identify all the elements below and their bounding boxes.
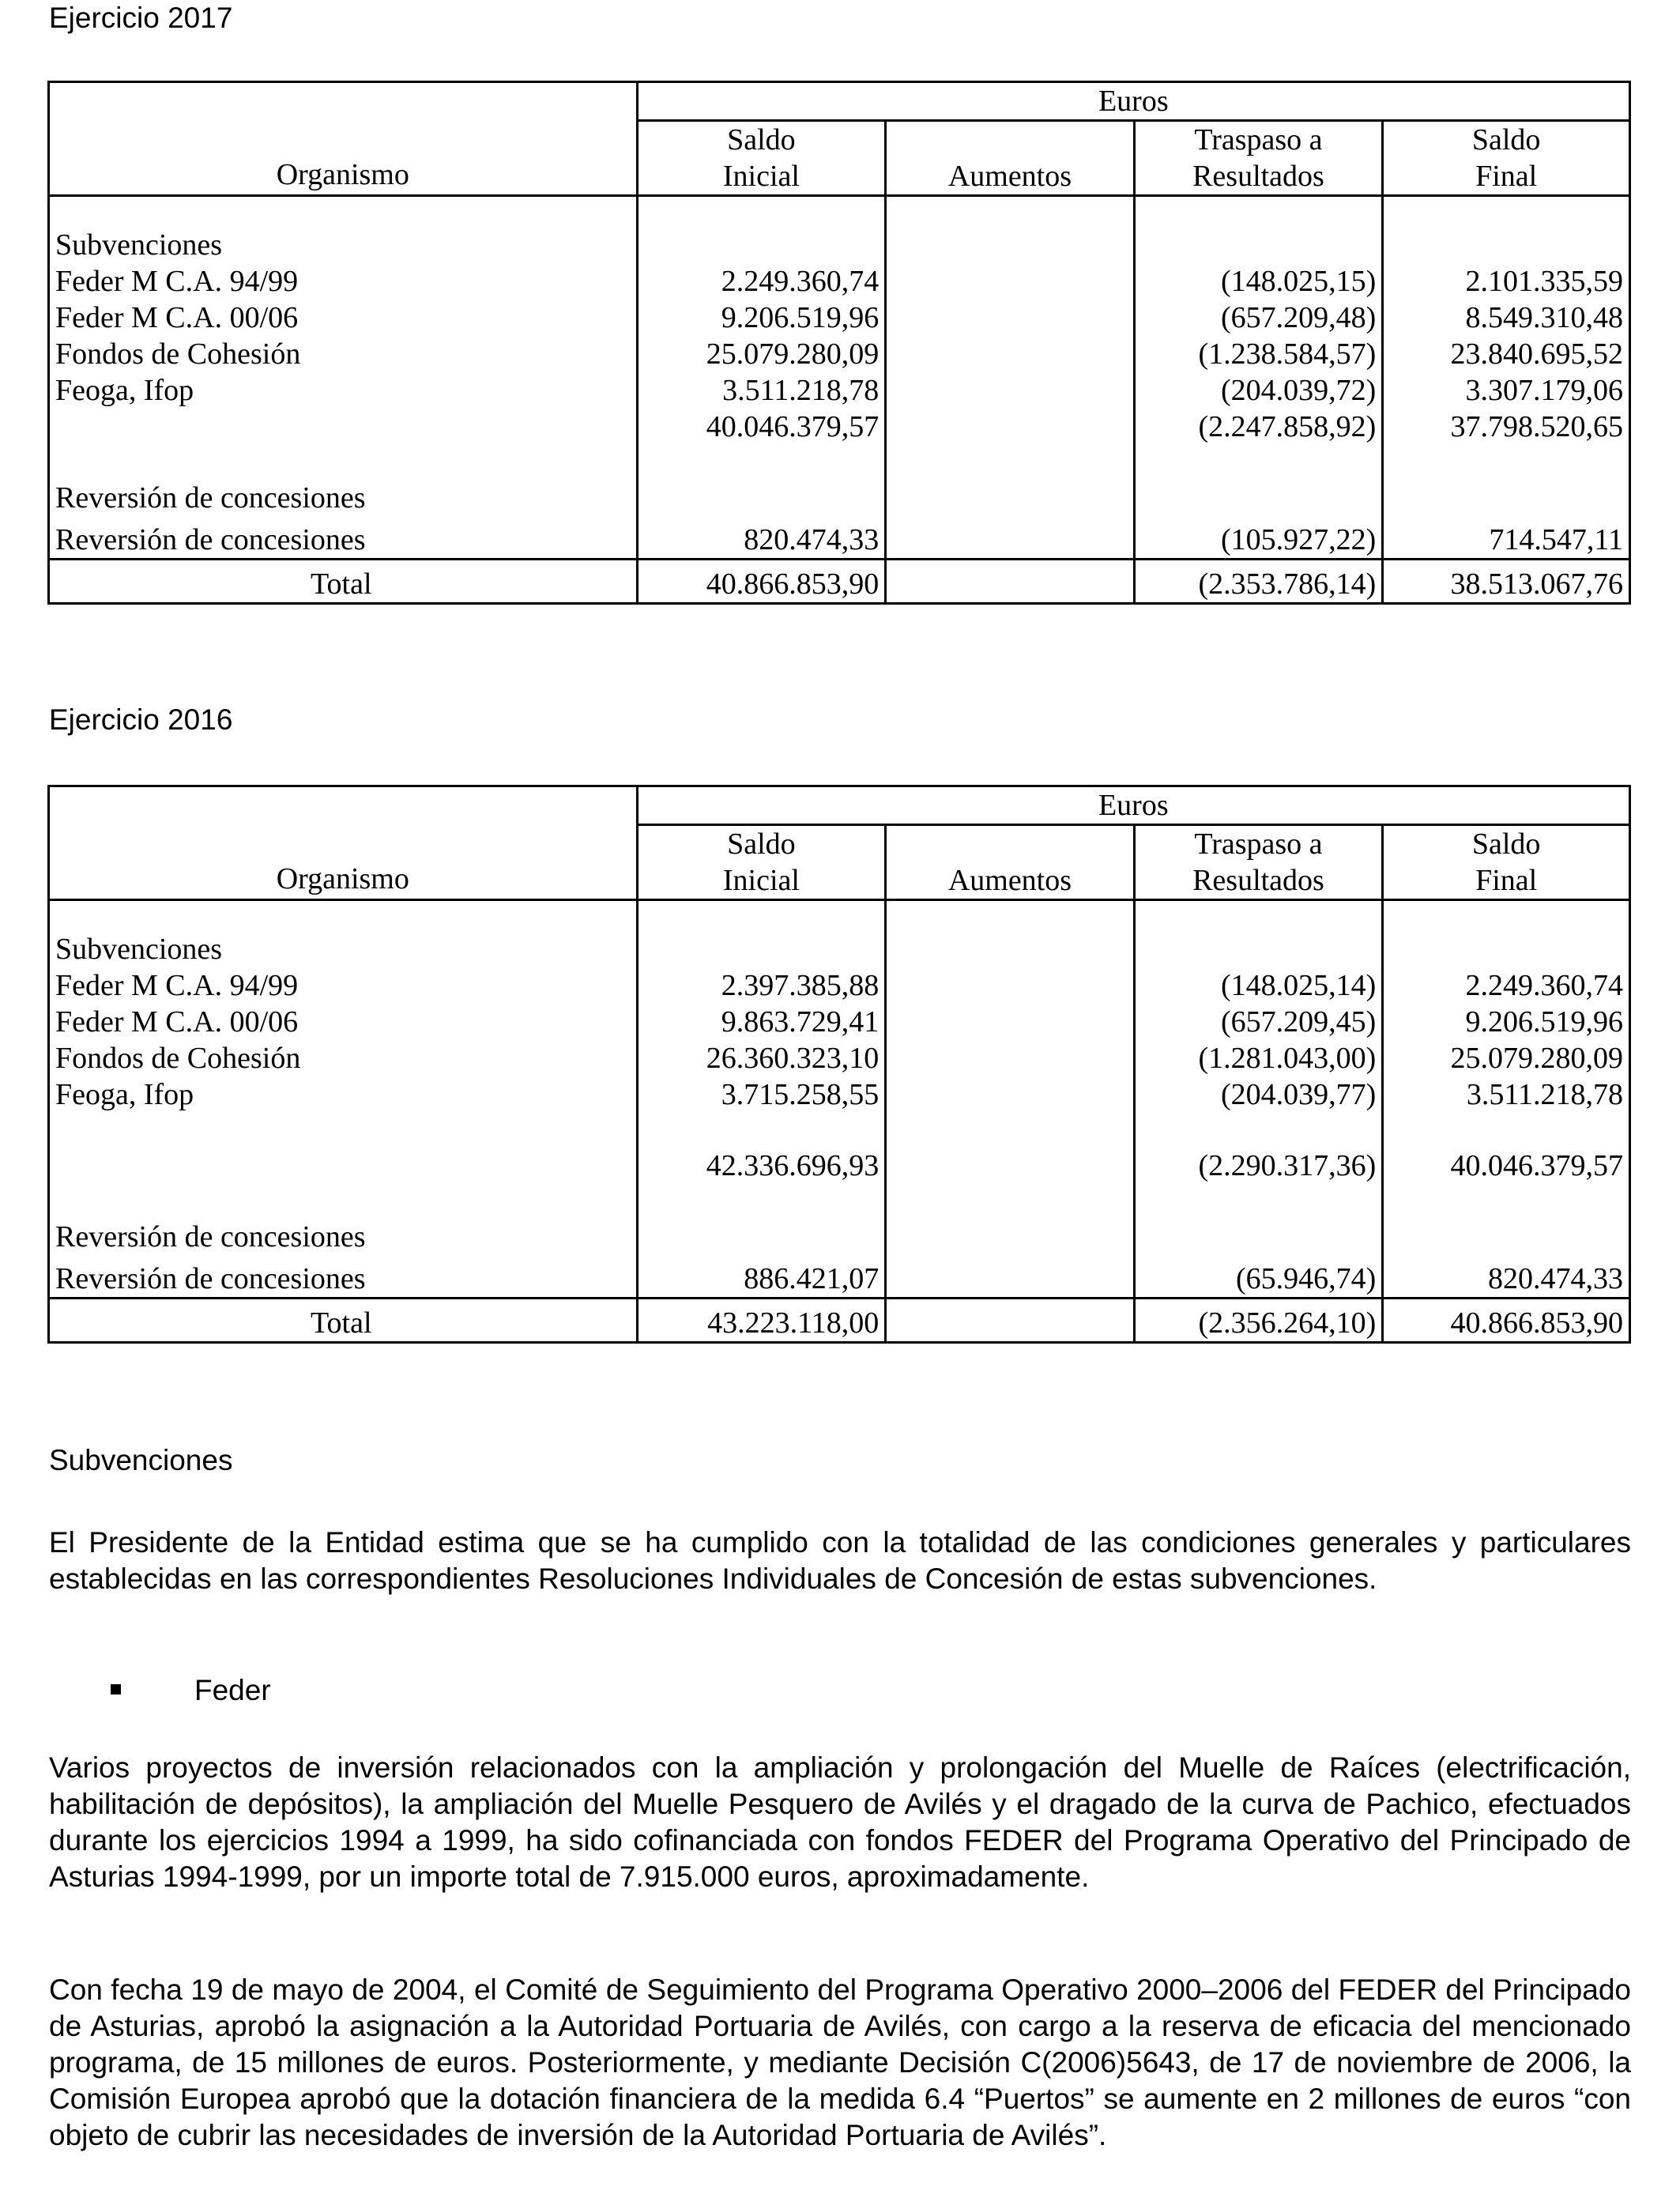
cell-saldo-final: 25.079.280,09: [1383, 1040, 1630, 1076]
cell-saldo-final: 714.547,11: [1383, 516, 1630, 559]
cell-traspaso: (1.238.584,57): [1134, 336, 1383, 372]
cell-saldo-inicial: 9.206.519,96: [637, 300, 886, 336]
cell-saldo-final: 23.840.695,52: [1383, 336, 1630, 372]
header-aumentos: Aumentos: [886, 121, 1134, 196]
cell-aumentos: [886, 1004, 1134, 1040]
cell-aumentos: [886, 300, 1134, 336]
header-saldo-final-1: Saldo: [1383, 825, 1630, 863]
cell-saldo-inicial: 26.360.323,10: [637, 1040, 886, 1076]
cell-traspaso: (105.927,22): [1134, 516, 1383, 559]
paragraph-comite-seguimiento: Con fecha 19 de mayo de 2004, el Comité de Seguimiento del Programa Operativo 2000–2006 del FEDER del Principado de Asturias, aprobó la asignación a la Autoridad Portuaria de Avilés, con cargo a la reserva de eficacia del mencionado programa, de 15 millones de euros. Posteriormente, y mediante Decisión C(2006)5643, de 17 de noviembre de 2006, la Comisión Europea aprobó que la dotación financiera de la medida 6.4 “Puertos” se aumente en 2 millones de euros “con objeto de cubrir las necesidades de inversión de la Autoridad Portuaria de Avilés”.: [49, 1973, 1631, 2151]
table-row: [49, 372, 1630, 409]
header-organismo: Organismo: [49, 786, 638, 900]
total-traspaso: (2.356.264,10): [1134, 1298, 1383, 1342]
cell-traspaso: (204.039,72): [1134, 372, 1383, 409]
table-row: [49, 1076, 1630, 1113]
cell-saldo-inicial: 3.715.258,55: [637, 1076, 886, 1113]
row-label: Feder M C.A. 00/06: [49, 1004, 638, 1040]
section-reversion: Reversión de concesiones: [49, 480, 638, 516]
total-saldo-inicial: 40.866.853,90: [637, 559, 886, 603]
subtotal-saldo-inicial: 40.046.379,57: [637, 409, 886, 445]
cell-aumentos: [886, 1076, 1134, 1113]
cell-traspaso: (148.025,15): [1134, 263, 1383, 300]
cell-saldo-inicial: 2.397.385,88: [637, 967, 886, 1004]
header-saldo-inicial-2: Inicial: [637, 158, 886, 196]
heading-ejercicio-2016: Ejercicio 2016: [49, 703, 233, 736]
header-traspaso-2: Resultados: [1134, 158, 1383, 196]
header-organismo: Organismo: [49, 82, 638, 196]
cell-saldo-inicial: 3.511.218,78: [637, 372, 886, 409]
row-label: Fondos de Cohesión: [49, 1040, 638, 1076]
header-traspaso-1: Traspaso a: [1134, 825, 1383, 863]
subtotal-row: [49, 409, 1630, 445]
table-ejercicio-2016: [47, 785, 1631, 1344]
cell-aumentos: [886, 263, 1134, 300]
row-label: Feoga, Ifop: [49, 1076, 638, 1113]
table-row: [49, 1255, 1630, 1298]
table-row: [49, 300, 1630, 336]
table-row: [49, 263, 1630, 300]
section-reversion: Reversión de concesiones: [49, 1219, 638, 1255]
row-label: Fondos de Cohesión: [49, 336, 638, 372]
section-subvenciones: Subvenciones: [49, 227, 638, 263]
total-traspaso: (2.353.786,14): [1134, 559, 1383, 603]
cell-aumentos: [886, 336, 1134, 372]
subtotal-saldo-inicial: 42.336.696,93: [637, 1148, 886, 1184]
row-label: Reversión de concesiones: [49, 1255, 638, 1298]
header-aumentos: Aumentos: [886, 825, 1134, 900]
header-traspaso-2: Resultados: [1134, 862, 1383, 900]
subtotal-row: [49, 1148, 1630, 1184]
total-row: [49, 1298, 1630, 1342]
cell-saldo-inicial: 9.863.729,41: [637, 1004, 886, 1040]
cell-saldo-final: 8.549.310,48: [1383, 300, 1630, 336]
total-saldo-inicial: 43.223.118,00: [637, 1298, 886, 1342]
cell-saldo-inicial: 820.474,33: [637, 516, 886, 559]
table-row: [49, 967, 1630, 1004]
header-saldo-final-2: Final: [1383, 862, 1630, 900]
row-label: Feder M C.A. 94/99: [49, 967, 638, 1004]
cell-saldo-final: 2.101.335,59: [1383, 263, 1630, 300]
heading-ejercicio-2017: Ejercicio 2017: [49, 2, 233, 34]
cell-aumentos: [886, 1040, 1134, 1076]
subtotal-traspaso: (2.247.858,92): [1134, 409, 1383, 445]
total-label: Total: [49, 1298, 638, 1342]
subtotal-saldo-final: 40.046.379,57: [1383, 1148, 1630, 1184]
paragraph-proyectos-inversion: Varios proyectos de inversión relacionados con la ampliación y prolongación del Muelle de Raíces (electrificación, habilitación de depósitos), la ampliación del Muelle Pesquero de Avilés y el dragado de la curva de Pachico, efectuados durante los ejercicios 1994 a 1999, ha sido cofinanciada con fondos FEDER del Programa Operativo del Principado de Asturias 1994-1999, por un importe total de 7.915.000 euros, aproximadamente.: [49, 1751, 1631, 1893]
row-label: Feoga, Ifop: [49, 372, 638, 409]
table-row: [49, 516, 1630, 559]
cell-saldo-final: 3.307.179,06: [1383, 372, 1630, 409]
cell-traspaso: (657.209,45): [1134, 1004, 1383, 1040]
cell-saldo-inicial: 886.421,07: [637, 1255, 886, 1298]
row-label: Feder M C.A. 00/06: [49, 300, 638, 336]
header-saldo-inicial-2: Inicial: [637, 862, 886, 900]
section-title-subvenciones: Subvenciones: [49, 1444, 233, 1476]
total-label: Total: [49, 559, 638, 603]
section-subvenciones: Subvenciones: [49, 931, 638, 967]
cell-saldo-final: 820.474,33: [1383, 1255, 1630, 1298]
table-row: [49, 1004, 1630, 1040]
bullet-item-feder: [111, 1674, 271, 1707]
row-label: Reversión de concesiones: [49, 516, 638, 559]
total-saldo-final: 40.866.853,90: [1383, 1298, 1630, 1342]
header-saldo-final-1: Saldo: [1383, 121, 1630, 159]
subtotal-traspaso: (2.290.317,36): [1134, 1148, 1383, 1184]
header-saldo-inicial-1: Saldo: [637, 825, 886, 863]
header-euros: Euros: [637, 82, 1629, 121]
cell-traspaso: (65.946,74): [1134, 1255, 1383, 1298]
cell-saldo-inicial: 2.249.360,74: [637, 263, 886, 300]
cell-saldo-final: 3.511.218,78: [1383, 1076, 1630, 1113]
bullet-label: Feder: [194, 1674, 271, 1706]
cell-aumentos: [886, 967, 1134, 1004]
header-euros: Euros: [637, 786, 1629, 825]
cell-traspaso: (1.281.043,00): [1134, 1040, 1383, 1076]
cell-traspaso: (657.209,48): [1134, 300, 1383, 336]
table-row: [49, 336, 1630, 372]
cell-traspaso: (204.039,77): [1134, 1076, 1383, 1113]
cell-aumentos: [886, 372, 1134, 409]
cell-traspaso: (148.025,14): [1134, 967, 1383, 1004]
header-saldo-inicial-1: Saldo: [637, 121, 886, 159]
header-saldo-final-2: Final: [1383, 158, 1630, 196]
total-row: [49, 559, 1630, 603]
square-bullet-icon: [111, 1684, 121, 1695]
total-saldo-final: 38.513.067,76: [1383, 559, 1630, 603]
cell-saldo-final: 2.249.360,74: [1383, 967, 1630, 1004]
row-label: Feder M C.A. 94/99: [49, 263, 638, 300]
table-ejercicio-2017: [47, 81, 1631, 605]
subtotal-saldo-final: 37.798.520,65: [1383, 409, 1630, 445]
paragraph-presidente: El Presidente de la Entidad estima que se ha cumplido con la totalidad de las condiciones generales y particulares establecidas en las correspondientes Resoluciones Individuales de Concesión de estas subvenciones.: [49, 1526, 1631, 1595]
cell-saldo-inicial: 25.079.280,09: [637, 336, 886, 372]
cell-saldo-final: 9.206.519,96: [1383, 1004, 1630, 1040]
header-traspaso-1: Traspaso a: [1134, 121, 1383, 159]
table-row: [49, 1040, 1630, 1076]
